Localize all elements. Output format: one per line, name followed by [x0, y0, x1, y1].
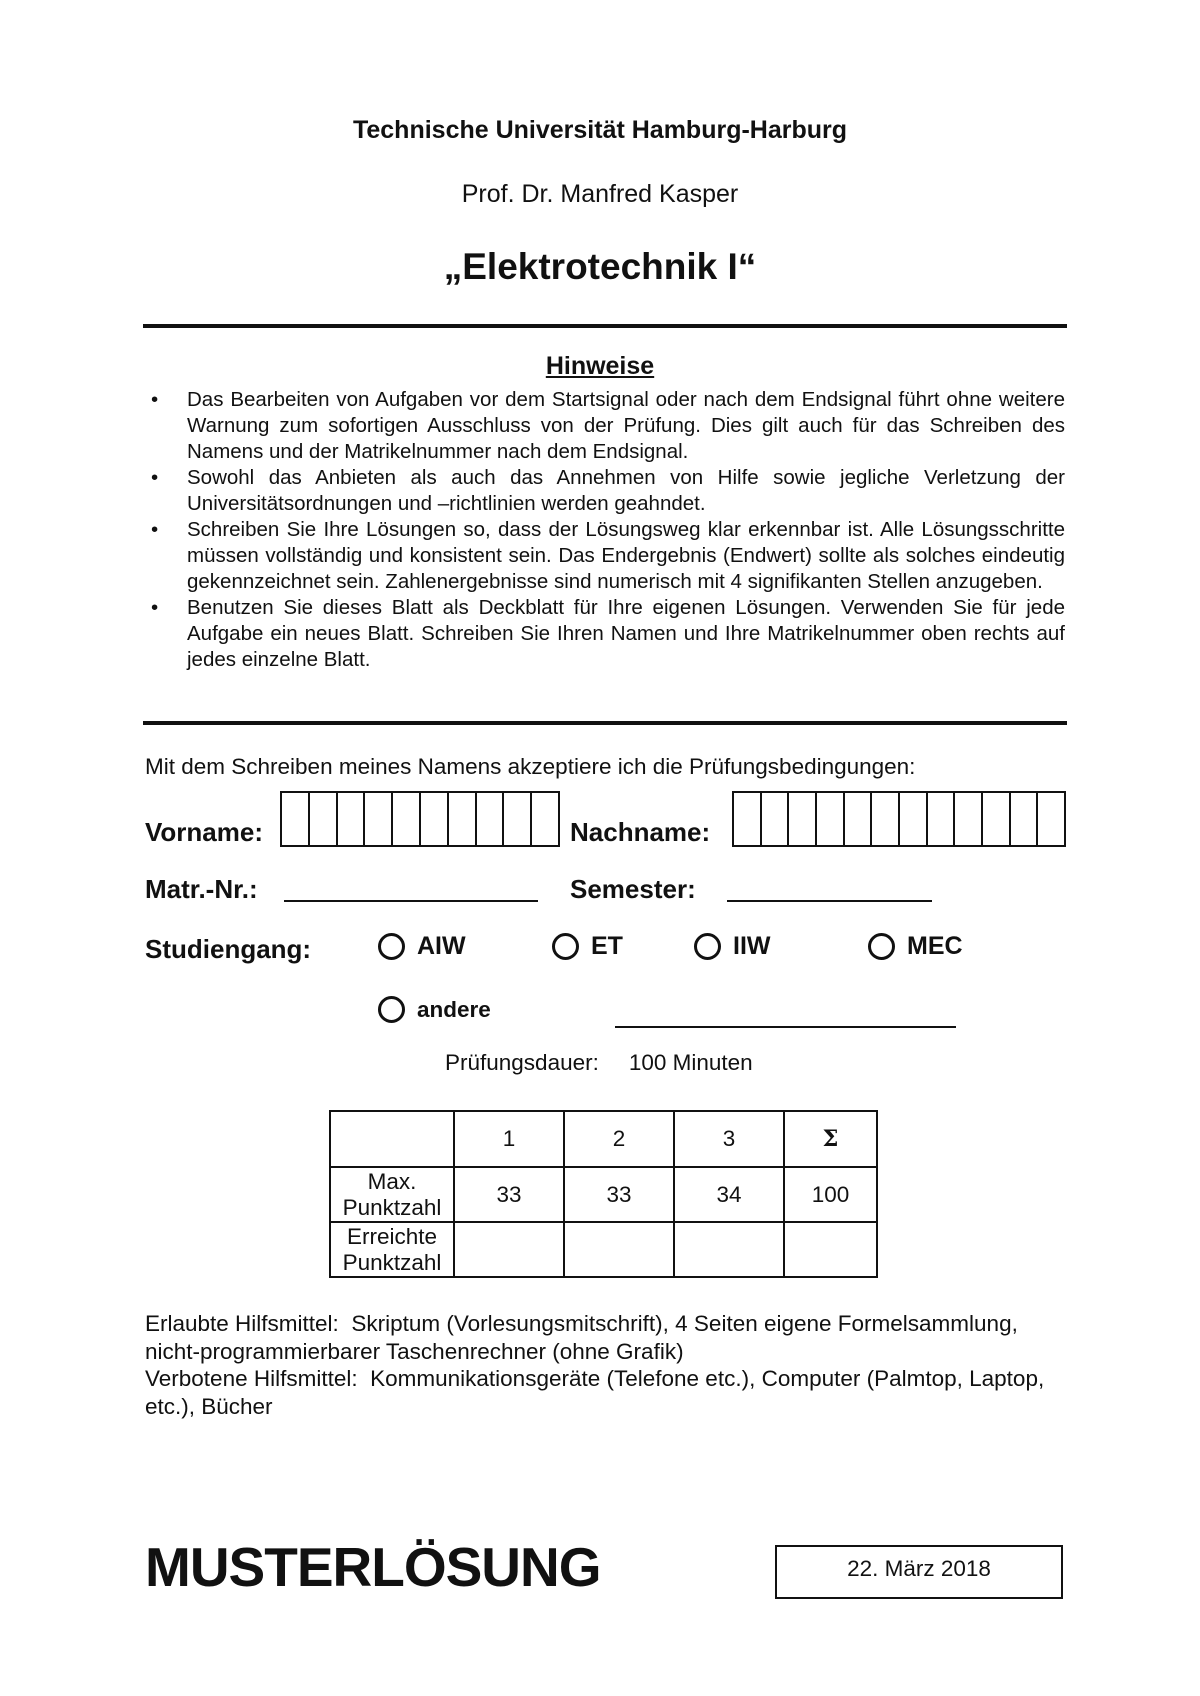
- university-name: Technische Universität Hamburg-Harburg: [352, 116, 848, 144]
- course-title: „Elektrotechnik I“: [443, 246, 757, 287]
- achieved-cell[interactable]: [454, 1222, 564, 1277]
- achieved-cell[interactable]: [564, 1222, 674, 1277]
- option-mec[interactable]: MEC: [868, 932, 963, 961]
- hinweise-title: Hinweise: [545, 352, 655, 380]
- radio-circle-icon[interactable]: [378, 996, 405, 1023]
- radio-circle-icon[interactable]: [694, 933, 721, 960]
- exam-duration: [445, 1050, 753, 1076]
- duration-value: 100 Minuten: [628, 1050, 753, 1075]
- semester-label: Semester:: [570, 874, 696, 904]
- points-table: [329, 1110, 878, 1278]
- bullet-icon: •: [151, 596, 159, 619]
- vorname-label: Vorname:: [145, 817, 263, 847]
- solution-title: MUSTERLÖSUNG: [145, 1536, 601, 1598]
- hinweis-text: Das Bearbeiten von Aufgaben vor dem Startsignal oder nach dem Endsignal führt ohne weitere Warnung zum sofortigen Ausschluss von der Prüfung. Dies gilt auch für das Schreiben des Namens und der Matrikelnummer nach dem Endsignal.: [187, 388, 1065, 463]
- hinweis-text: Benutzen Sie dieses Blatt als Deckblatt für Ihre eigenen Lösungen. Verwenden Sie für jede Aufgabe ein neues Blatt. Schreiben Sie Ihren Namen und Ihre Matrikelnummer oben rechts auf jedes einzelne Blatt.: [187, 596, 1065, 671]
- hinweise-list: [143, 387, 1065, 673]
- allowed-aids: [145, 1310, 1045, 1365]
- table-row: [330, 1222, 877, 1277]
- forbidden-text: Kommunikationsgeräte (Telefone etc.), Computer (Palmtop, Laptop, etc.), Bücher: [145, 1366, 1045, 1419]
- radio-circle-icon[interactable]: [868, 933, 895, 960]
- table-cell: 34: [674, 1167, 784, 1222]
- sum-header-cell: Σ: [784, 1111, 877, 1167]
- table-cell: 33: [564, 1167, 674, 1222]
- table-header-cell: [330, 1111, 454, 1167]
- table-row: [330, 1167, 877, 1222]
- aids-section: [145, 1310, 1045, 1420]
- hinweis-item: [143, 595, 1065, 673]
- table-cell: 33: [454, 1167, 564, 1222]
- hinweis-text: Sowohl das Anbieten als auch das Annehmen von Hilfe sowie jegliche Verletzung der Universitätsordnungen und –richtlinien werden geahndet.: [187, 466, 1065, 515]
- bottom-divider: [143, 721, 1067, 725]
- hinweis-item: [143, 387, 1065, 465]
- bullet-icon: •: [151, 466, 159, 489]
- option-aiw[interactable]: AIW: [378, 932, 466, 961]
- table-header-cell: 1: [454, 1111, 564, 1167]
- forbidden-aids: [145, 1365, 1045, 1420]
- row-label: Max. Punktzahl: [330, 1167, 454, 1222]
- allowed-text: Skriptum (Vorlesungsmitschrift), 4 Seiten eigene Formelsammlung, nicht-programmierbarer Taschenrechner (ohne Grafik): [145, 1311, 1018, 1364]
- vorname-input[interactable]: [280, 791, 560, 847]
- option-et[interactable]: ET: [552, 932, 623, 961]
- option-andere[interactable]: andere: [378, 996, 491, 1023]
- exam-date: 22. März 2018: [775, 1545, 1063, 1599]
- table-header-row: [330, 1111, 877, 1167]
- radio-circle-icon[interactable]: [552, 933, 579, 960]
- top-divider: [143, 324, 1067, 328]
- nachname-input[interactable]: [732, 791, 1066, 847]
- forbidden-label: Verbotene Hilfsmittel:: [145, 1366, 358, 1391]
- bullet-icon: •: [151, 518, 159, 541]
- duration-label: Prüfungsdauer:: [445, 1050, 599, 1075]
- studiengang-label: Studiengang:: [145, 934, 312, 964]
- professor-name: Prof. Dr. Manfred Kasper: [461, 180, 739, 208]
- semester-input[interactable]: [727, 900, 932, 902]
- table-header-cell: 2: [564, 1111, 674, 1167]
- andere-input[interactable]: [615, 1026, 956, 1028]
- nachname-label: Nachname:: [570, 817, 711, 847]
- row-label: Erreichte Punktzahl: [330, 1222, 454, 1277]
- allowed-label: Erlaubte Hilfsmittel:: [145, 1311, 339, 1336]
- bullet-icon: •: [151, 388, 159, 411]
- matr-label: Matr.-Nr.:: [145, 874, 258, 904]
- option-iiw[interactable]: IIW: [694, 932, 771, 961]
- accept-statement: Mit dem Schreiben meines Namens akzeptiere ich die Prüfungsbedingungen:: [145, 754, 916, 779]
- radio-circle-icon[interactable]: [378, 933, 405, 960]
- achieved-cell[interactable]: [674, 1222, 784, 1277]
- hinweis-item: [143, 517, 1065, 595]
- matr-input[interactable]: [284, 900, 538, 902]
- table-cell: 100: [784, 1167, 877, 1222]
- hinweis-item: [143, 465, 1065, 517]
- hinweis-text: Schreiben Sie Ihre Lösungen so, dass der Lösungsweg klar erkennbar ist. Alle Lösungsschritte müssen vollständig und konsistent sein. Das Endergebnis (Endwert) sollte als solches eindeutig gekennzeichnet sein. Zahlenergebnisse sind numerisch mit 4 signifikanten Stellen anzugeben.: [187, 518, 1065, 593]
- table-header-cell: 3: [674, 1111, 784, 1167]
- achieved-cell[interactable]: [784, 1222, 877, 1277]
